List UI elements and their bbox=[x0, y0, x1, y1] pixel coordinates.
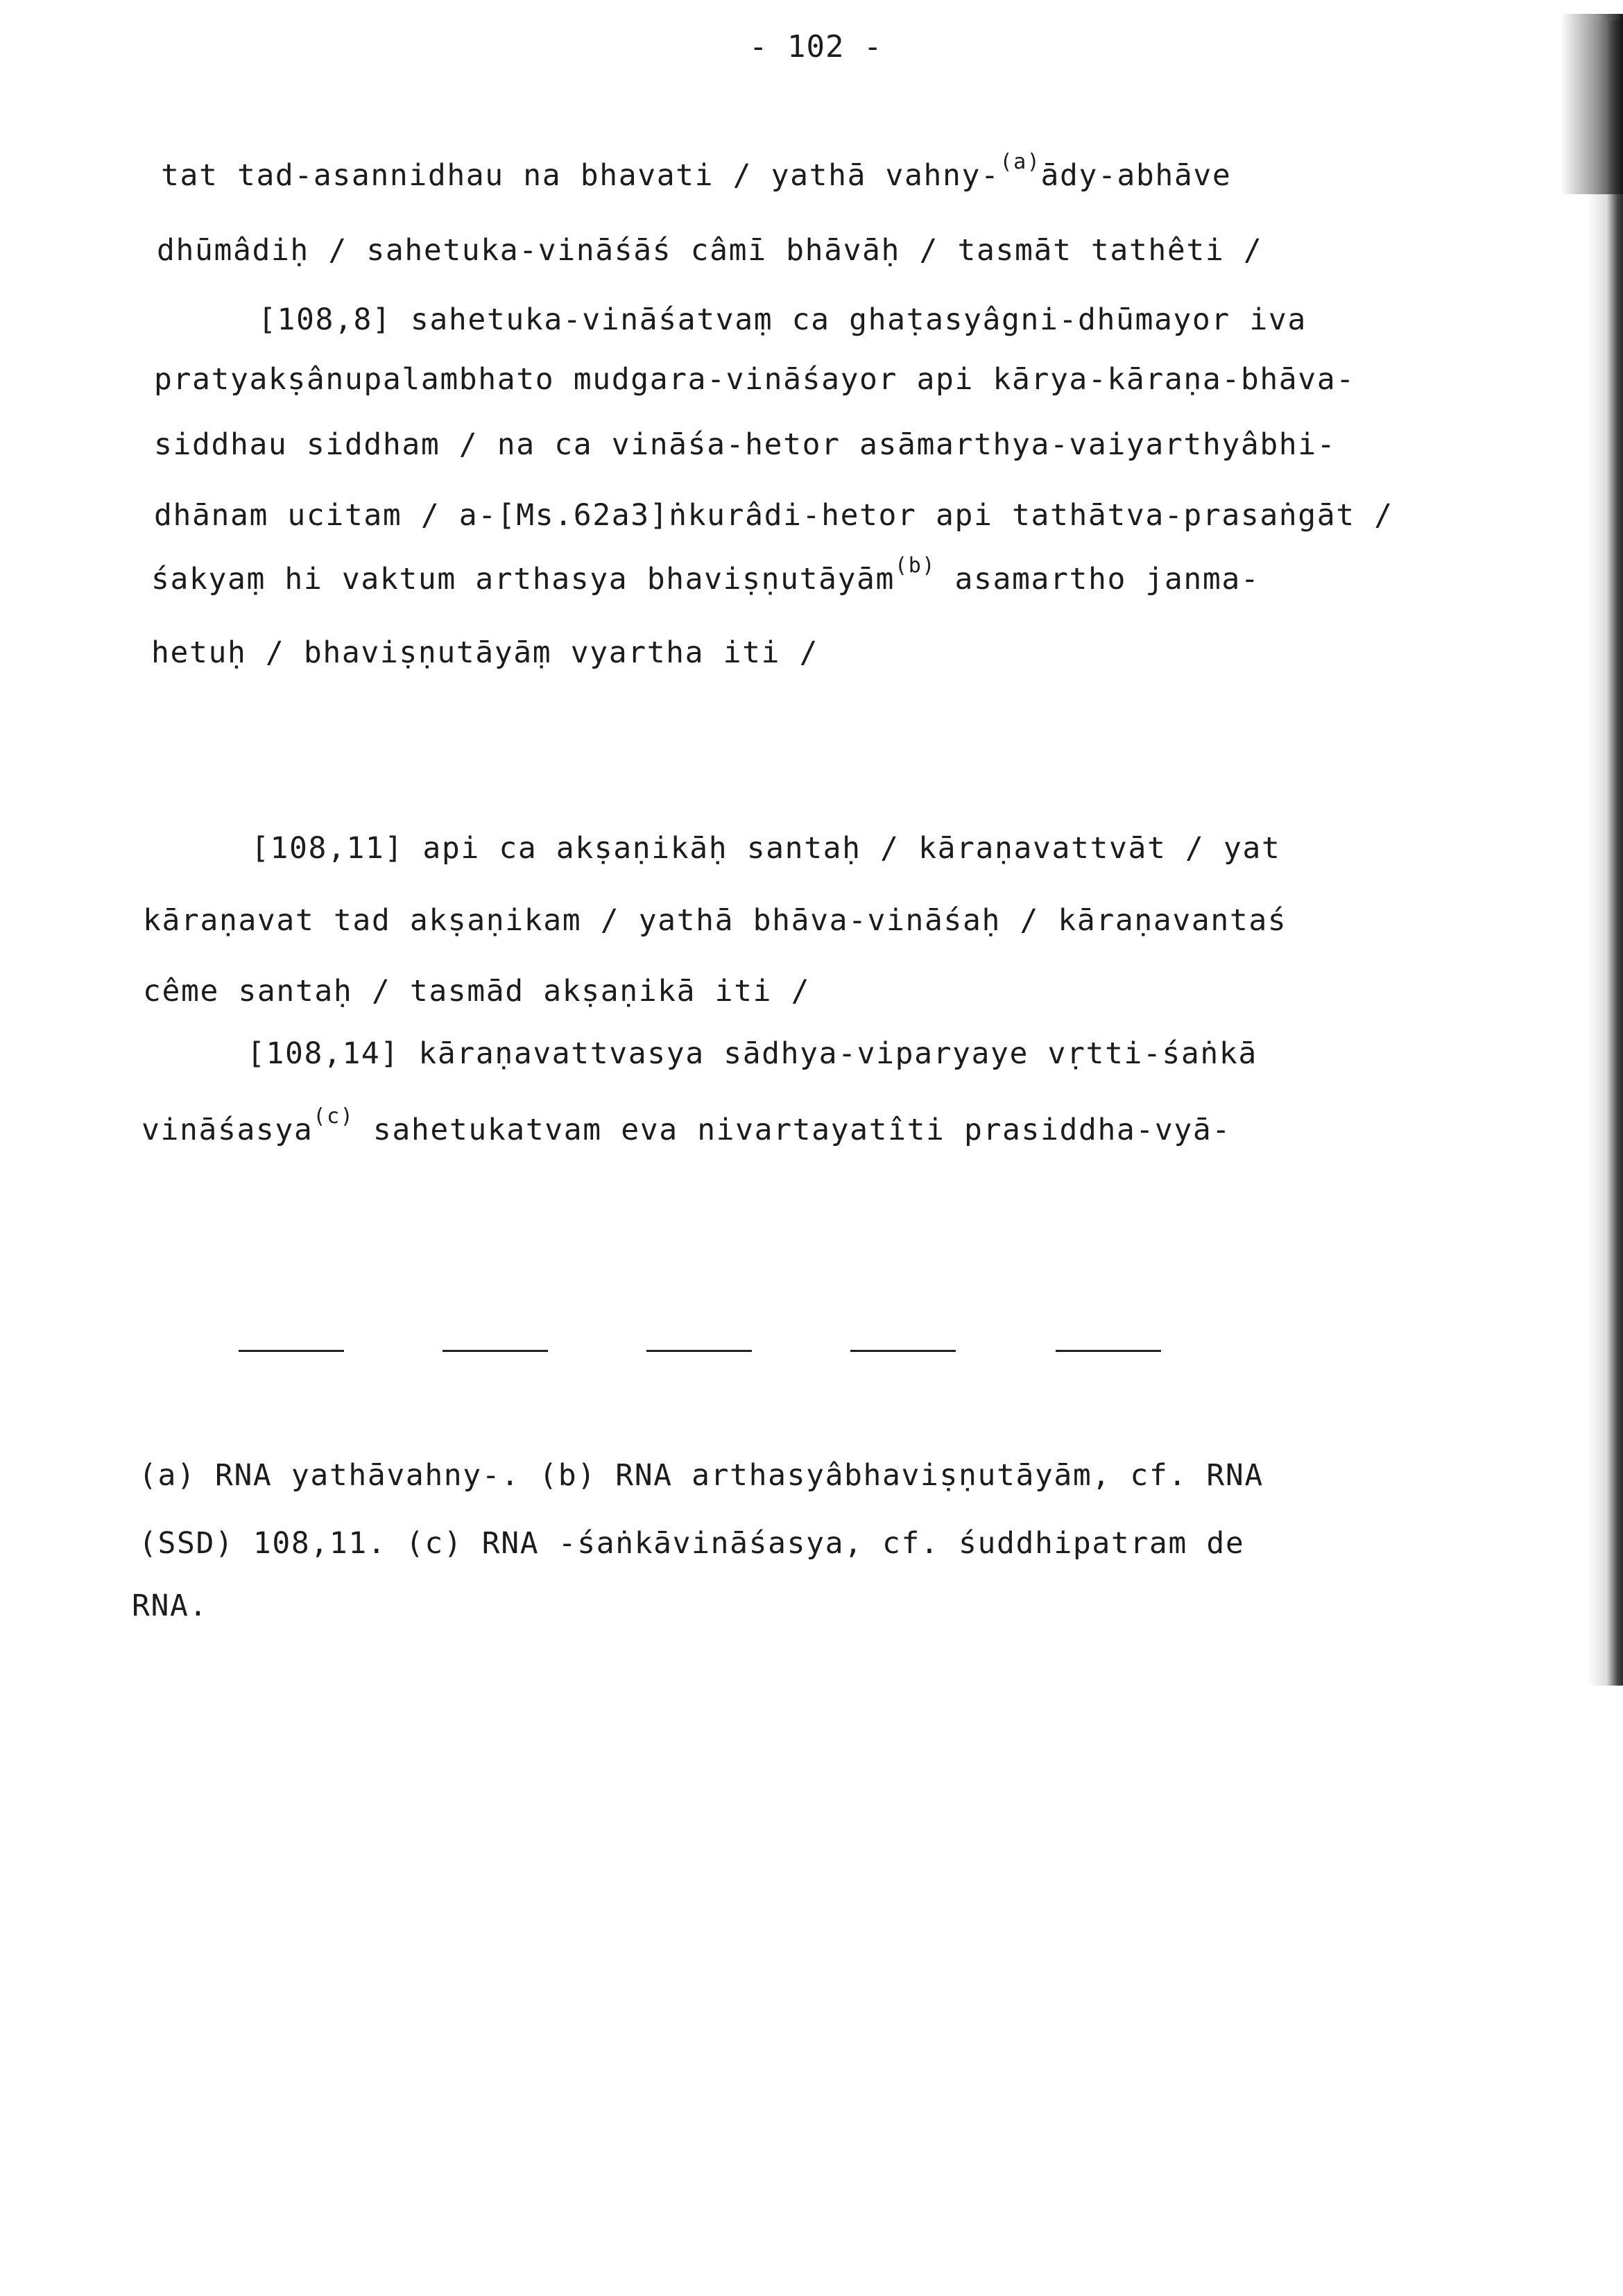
footnote-separator-dash bbox=[443, 1350, 548, 1352]
text-span: śakyaṃ hi vaktum arthasya bhaviṣṇutāyām bbox=[151, 562, 895, 597]
footnote-marker-a: (a) bbox=[999, 150, 1041, 174]
text-span: sahetukatvam eva nivartayatîti prasiddha-vyā- bbox=[354, 1113, 1231, 1147]
footnote-separator-dash bbox=[646, 1350, 752, 1352]
footnote-separator-dash bbox=[239, 1350, 344, 1352]
text-line-10: kāraṇavat tad akṣaṇikam / yathā bhāva-vināśaḥ / kāraṇavantaś bbox=[143, 903, 1287, 938]
text-line-8: hetuḥ / bhaviṣṇutāyāṃ vyartha iti / bbox=[151, 635, 819, 670]
text-span: ādy-abhāve bbox=[1040, 158, 1232, 193]
text-span: asamartho janma- bbox=[936, 562, 1260, 597]
footnote-separator-dash bbox=[850, 1350, 956, 1352]
footnote-line-2: (SSD) 108,11. (c) RNA -śaṅkāvināśasya, cf. śuddhipatram de bbox=[139, 1526, 1245, 1561]
text-line-13 bbox=[141, 1104, 1231, 1147]
text-line-7 bbox=[151, 554, 1260, 597]
text-line-6: dhānam ucitam / a-[Ms.62a3]ṅkurâdi-hetor api tathātva-prasaṅgāt / bbox=[154, 498, 1393, 533]
binding-edge bbox=[1587, 21, 1623, 1686]
footnote-line-1: (a) RNA yathāvahny-. (b) RNA arthasyâbhaviṣṇutāyām, cf. RNA bbox=[139, 1458, 1264, 1493]
footnote-marker-c: (c) bbox=[313, 1104, 354, 1129]
text-line-12: [108,14] kāraṇavattvasya sādhya-viparyaye vṛtti-śaṅkā bbox=[247, 1036, 1257, 1071]
text-span: tat tad-asannidhau na bhavati / yathā vahny- bbox=[161, 158, 1000, 193]
text-line-9: [108,11] api ca akṣaṇikāḥ santaḥ / kāraṇavattvāt / yat bbox=[251, 831, 1281, 866]
text-line-5: siddhau siddham / na ca vināśa-hetor asāmarthya-vaiyarthyâbhi- bbox=[154, 427, 1337, 462]
footnote-marker-b: (b) bbox=[895, 554, 936, 578]
text-line-1 bbox=[161, 150, 1232, 193]
text-line-2: dhūmâdiḥ / sahetuka-vināśāś câmī bhāvāḥ / tasmāt tathêti / bbox=[157, 233, 1263, 268]
footnote-separator-dash bbox=[1056, 1350, 1161, 1352]
text-line-11: cême santaḥ / tasmād akṣaṇikā iti / bbox=[143, 974, 811, 1009]
text-span: vināśasya bbox=[141, 1113, 314, 1147]
footnote-line-3: RNA. bbox=[132, 1588, 208, 1623]
text-line-4: pratyakṣânupalambhato mudgara-vināśayor api kārya-kāraṇa-bhāva- bbox=[154, 362, 1355, 397]
page-number: - 102 - bbox=[749, 29, 883, 65]
text-line-3: [108,8] sahetuka-vināśatvaṃ ca ghaṭasyâgni-dhūmayor iva bbox=[258, 302, 1307, 337]
